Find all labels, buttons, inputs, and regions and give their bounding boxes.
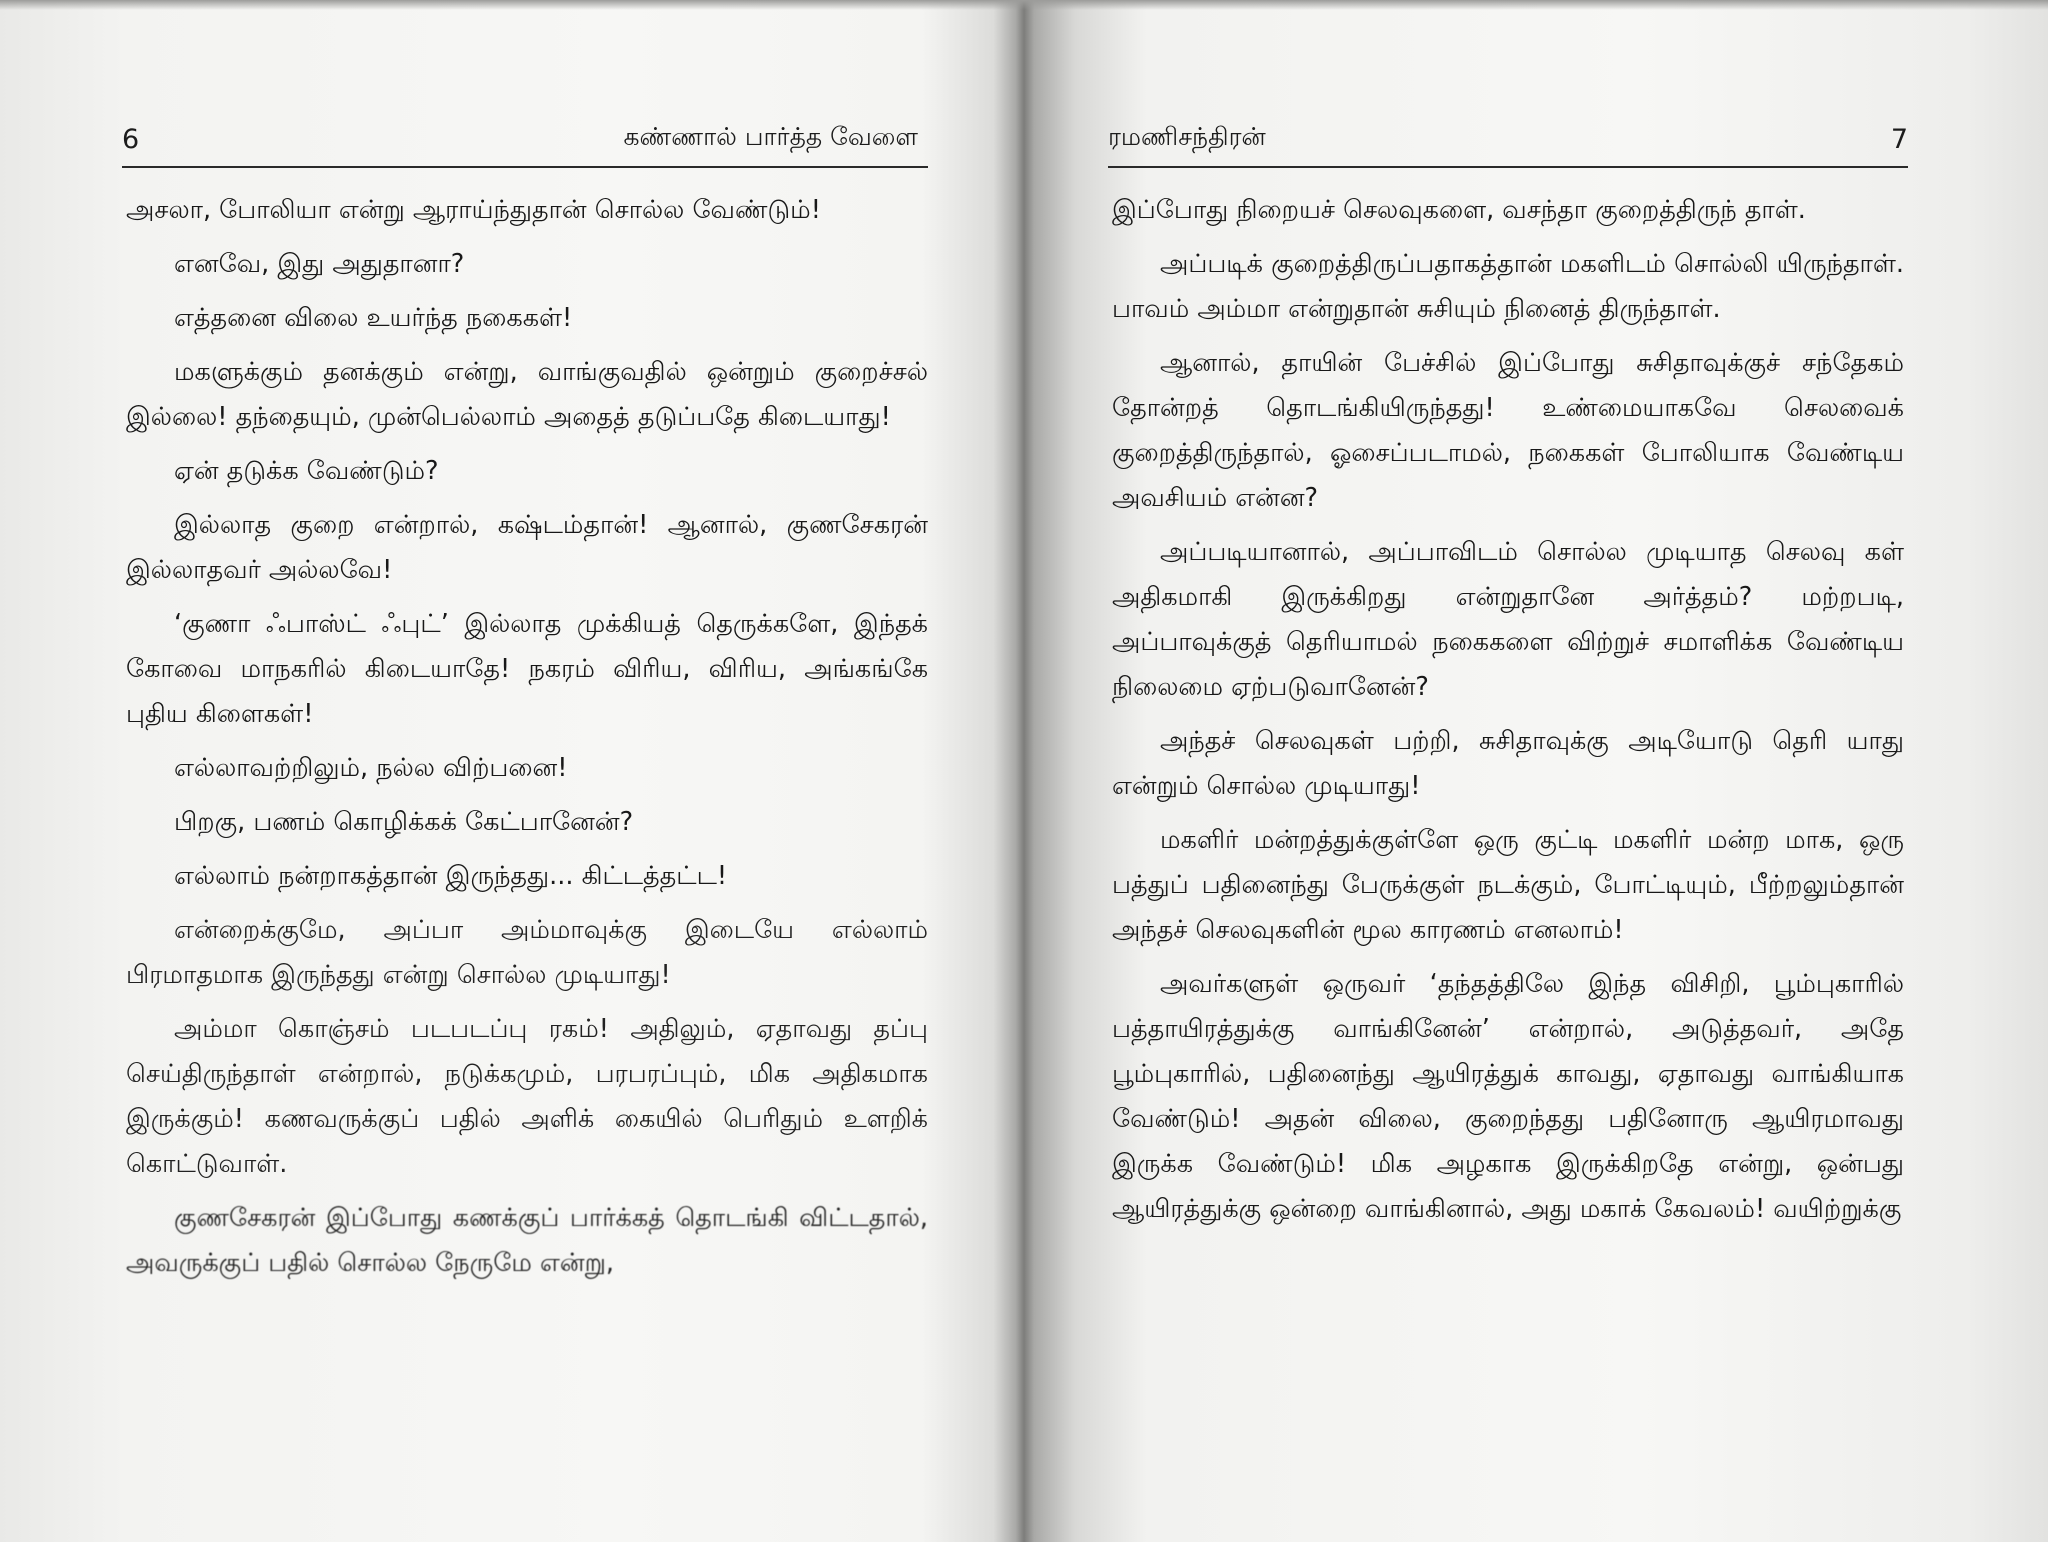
left-running-head <box>122 122 928 164</box>
paragraph: அம்மா கொஞ்சம் படபடப்பு ரகம்! அதிலும், ஏதாவது தப்பு செய்திருந்தாள் என்றால், நடுக்கமும், பரபரப்பும், மிக அதிகமாக இருக்கும்! கணவருக்குப் பதில் அளிக் கையில் பெரிதும் உளறிக் கொட்டுவாள். <box>126 1014 928 1179</box>
right-body-text <box>1112 188 1904 1241</box>
paragraph: இல்லாத குறை என்றால், கஷ்டம்தான்! ஆனால், குணசேகரன் இல்லாதவர் அல்லவே! <box>126 510 928 585</box>
right-running-title: ரமணிசந்திரன் <box>1108 122 1266 151</box>
paragraph: பிறகு, பணம் கொழிக்கக் கேட்பானேன்? <box>174 807 634 837</box>
left-running-title: கண்ணால் பார்த்த வேளை <box>623 122 918 151</box>
right-header-rule <box>1108 166 1908 168</box>
left-page-number: 6 <box>122 124 140 155</box>
paragraph: அவர்களுள் ஒருவர் ‘தந்தத்திலே இந்த விசிறி, பூம்புகாரில் பத்தாயிரத்துக்கு வாங்கினேன்’ என்றால், அடுத்தவர், அதே பூம்புகாரில், பதினைந்து ஆயிரத்துக் காவது, ஏதாவது வாங்கியாக வேண்டும்! அதன் விலை, குறைந்தது பதினோரு ஆயிரமாவது இருக்க வேண்டும்! மிக அழகாக இருக்கிறதே என்று, ஒன்பது ஆயிரத்துக்கு ஒன்றை வாங்கினால், அது மகாக் கேவலம்! வயிற்றுக்கு <box>1112 969 1904 1224</box>
paragraph: ‘குணா ஃபாஸ்ட் ஃபுட்’ இல்லாத முக்கியத் தெருக்களே, இந்தக் கோவை மாநகரில் கிடையாதே! நகரம் விரிய, விரிய, அங்கங்கே புதிய கிளைகள்! <box>126 609 928 729</box>
paragraph: எத்தனை விலை உயர்ந்த நகைகள்! <box>174 303 573 333</box>
right-page-number: 7 <box>1890 124 1908 155</box>
paragraph: என்றைக்குமே, அப்பா அம்மாவுக்கு இடையே எல்லாம் பிரமாதமாக இருந்தது என்று சொல்ல முடியாது! <box>126 915 928 990</box>
paragraph: குணசேகரன் இப்போது கணக்குப் பார்க்கத் தொடங்கி விட்டதால், அவருக்குப் பதில் சொல்ல நேருமே என்று, <box>126 1203 928 1278</box>
paragraph: எல்லாவற்றிலும், நல்ல விற்பனை! <box>174 753 568 783</box>
paragraph: எல்லாம் நன்றாகத்தான் இருந்தது... கிட்டத்தட்ட! <box>174 861 728 891</box>
paragraph: அந்தச் செலவுகள் பற்றி, சுசிதாவுக்கு அடியோடு தெரி யாது என்றும் சொல்ல முடியாது! <box>1112 726 1904 801</box>
paragraph: அசலா, போலியா என்று ஆராய்ந்துதான் சொல்ல வேண்டும்! <box>126 195 821 225</box>
left-body-text <box>126 188 928 1295</box>
left-page <box>122 0 928 1542</box>
paragraph: அப்படிக் குறைத்திருப்பதாகத்தான் மகளிடம் சொல்லி யிருந்தாள். பாவம் அம்மா என்றுதான் சுசியும் நினைத் திருந்தாள். <box>1112 249 1904 324</box>
left-header-rule <box>122 166 928 168</box>
paragraph: மகளிர் மன்றத்துக்குள்ளே ஒரு குட்டி மகளிர் மன்ற மாக, ஒரு பத்துப் பதினைந்து பேருக்குள் நடக்கும், போட்டியும், பீற்றலும்தான் அந்தச் செலவுகளின் மூல காரணம் எனலாம்! <box>1112 825 1904 945</box>
paragraph: அப்படியானால், அப்பாவிடம் சொல்ல முடியாத செலவு கள் அதிகமாகி இருக்கிறது என்றுதானே அர்த்தம்? மற்றபடி, அப்பாவுக்குத் தெரியாமல் நகைகளை விற்றுச் சமாளிக்க வேண்டிய நிலைமை ஏற்படுவானேன்? <box>1112 537 1904 702</box>
paragraph: மகளுக்கும் தனக்கும் என்று, வாங்குவதில் ஒன்றும் குறைச்சல் இல்லை! தந்தையும், முன்பெல்லாம் அதைத் தடுப்பதே கிடையாது! <box>126 357 928 432</box>
right-page <box>1108 0 1908 1542</box>
paragraph: இப்போது நிறையச் செலவுகளை, வசந்தா குறைத்திருந் தாள். <box>1112 195 1806 225</box>
paragraph: ஏன் தடுக்க வேண்டும்? <box>174 456 439 486</box>
right-running-head <box>1108 122 1908 164</box>
paragraph: ஆனால், தாயின் பேச்சில் இப்போது சுசிதாவுக்குச் சந்தேகம் தோன்றத் தொடங்கியிருந்தது! உண்மையாகவே செலவைக் குறைத்திருந்தால், ஓசைப்படாமல், நகைகள் போலியாக வேண்டிய அவசியம் என்ன? <box>1112 348 1904 513</box>
paragraph: எனவே, இது அதுதானா? <box>174 249 465 279</box>
